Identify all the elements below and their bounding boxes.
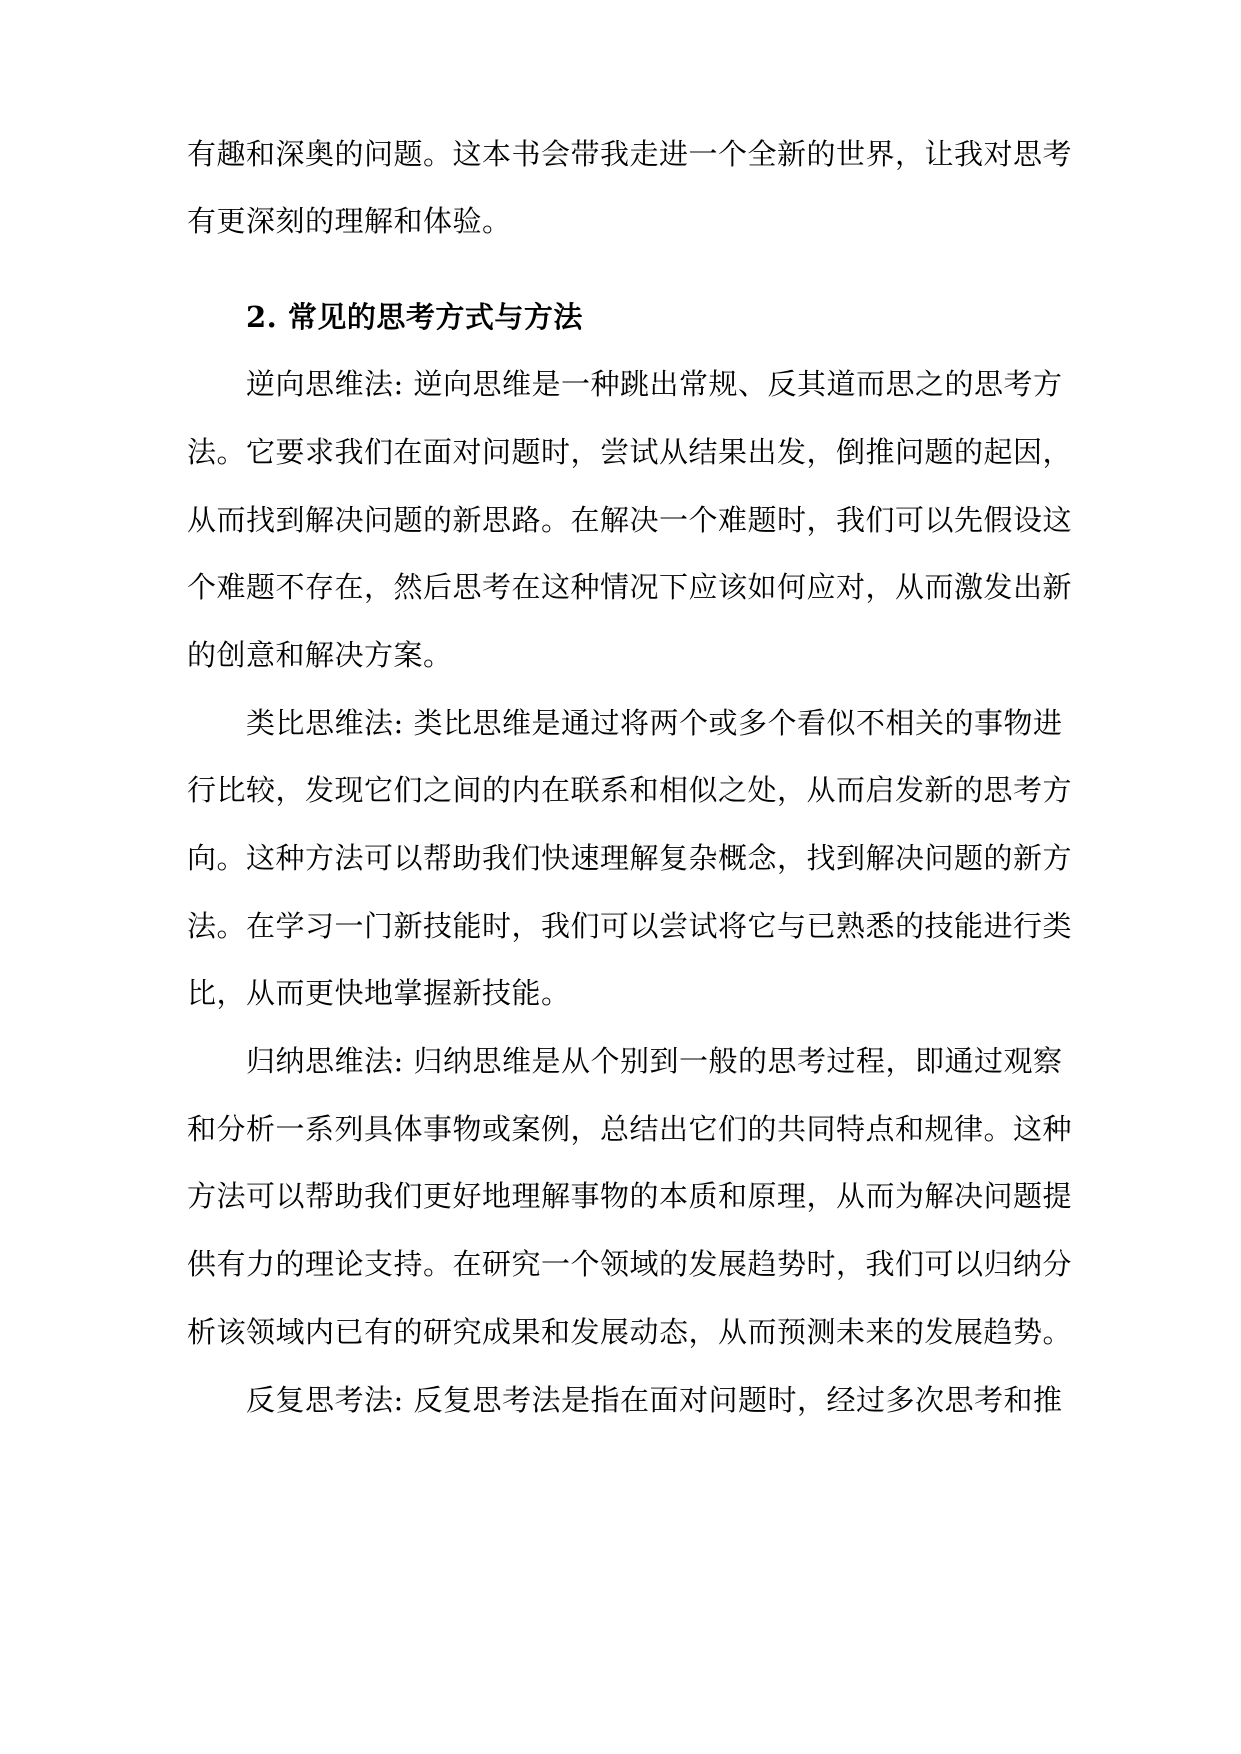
text-line: 法。它要求我们在面对问题时，尝试从结果出发，倒推问题的起因，	[187, 435, 1073, 469]
paragraph-start: 逆向思维法: 逆向思维是一种跳出常规、反其道而思之的思考方	[246, 367, 1063, 401]
text-line: 和分析一系列具体事物或案例，总结出它们的共同特点和规律。这种	[187, 1112, 1073, 1146]
paragraph-start: 归纳思维法: 归纳思维是从个别到一般的思考过程，即通过观察	[246, 1044, 1063, 1078]
text-line: 行比较，发现它们之间的内在联系和相似之处，从而启发新的思考方	[187, 773, 1073, 807]
text-line: 法。在学习一门新技能时，我们可以尝试将它与已熟悉的技能进行类	[187, 909, 1073, 943]
text-line: 的创意和解决方案。	[187, 638, 453, 672]
text-line: 有更深刻的理解和体验。	[187, 204, 512, 238]
section-heading: 2. 常见的思考方式与方法	[246, 300, 583, 334]
text-line: 向。这种方法可以帮助我们快速理解复杂概念，找到解决问题的新方	[187, 841, 1073, 875]
text-line: 有趣和深奥的问题。这本书会带我走进一个全新的世界，让我对思考	[187, 137, 1073, 171]
paragraph-start: 类比思维法: 类比思维是通过将两个或多个看似不相关的事物进	[246, 706, 1063, 740]
text-line: 比，从而更快地掌握新技能。	[187, 976, 571, 1010]
text-line: 析该领域内已有的研究成果和发展动态，从而预测未来的发展趋势。	[187, 1315, 1073, 1349]
text-line: 供有力的理论支持。在研究一个领域的发展趋势时，我们可以归纳分	[187, 1247, 1073, 1281]
text-line: 个难题不存在，然后思考在这种情况下应该如何应对，从而激发出新	[187, 570, 1073, 604]
text-line: 从而找到解决问题的新思路。在解决一个难题时，我们可以先假设这	[187, 503, 1073, 537]
paragraph-start: 反复思考法: 反复思考法是指在面对问题时，经过多次思考和推	[246, 1383, 1063, 1417]
text-line: 方法可以帮助我们更好地理解事物的本质和原理，从而为解决问题提	[187, 1179, 1073, 1213]
